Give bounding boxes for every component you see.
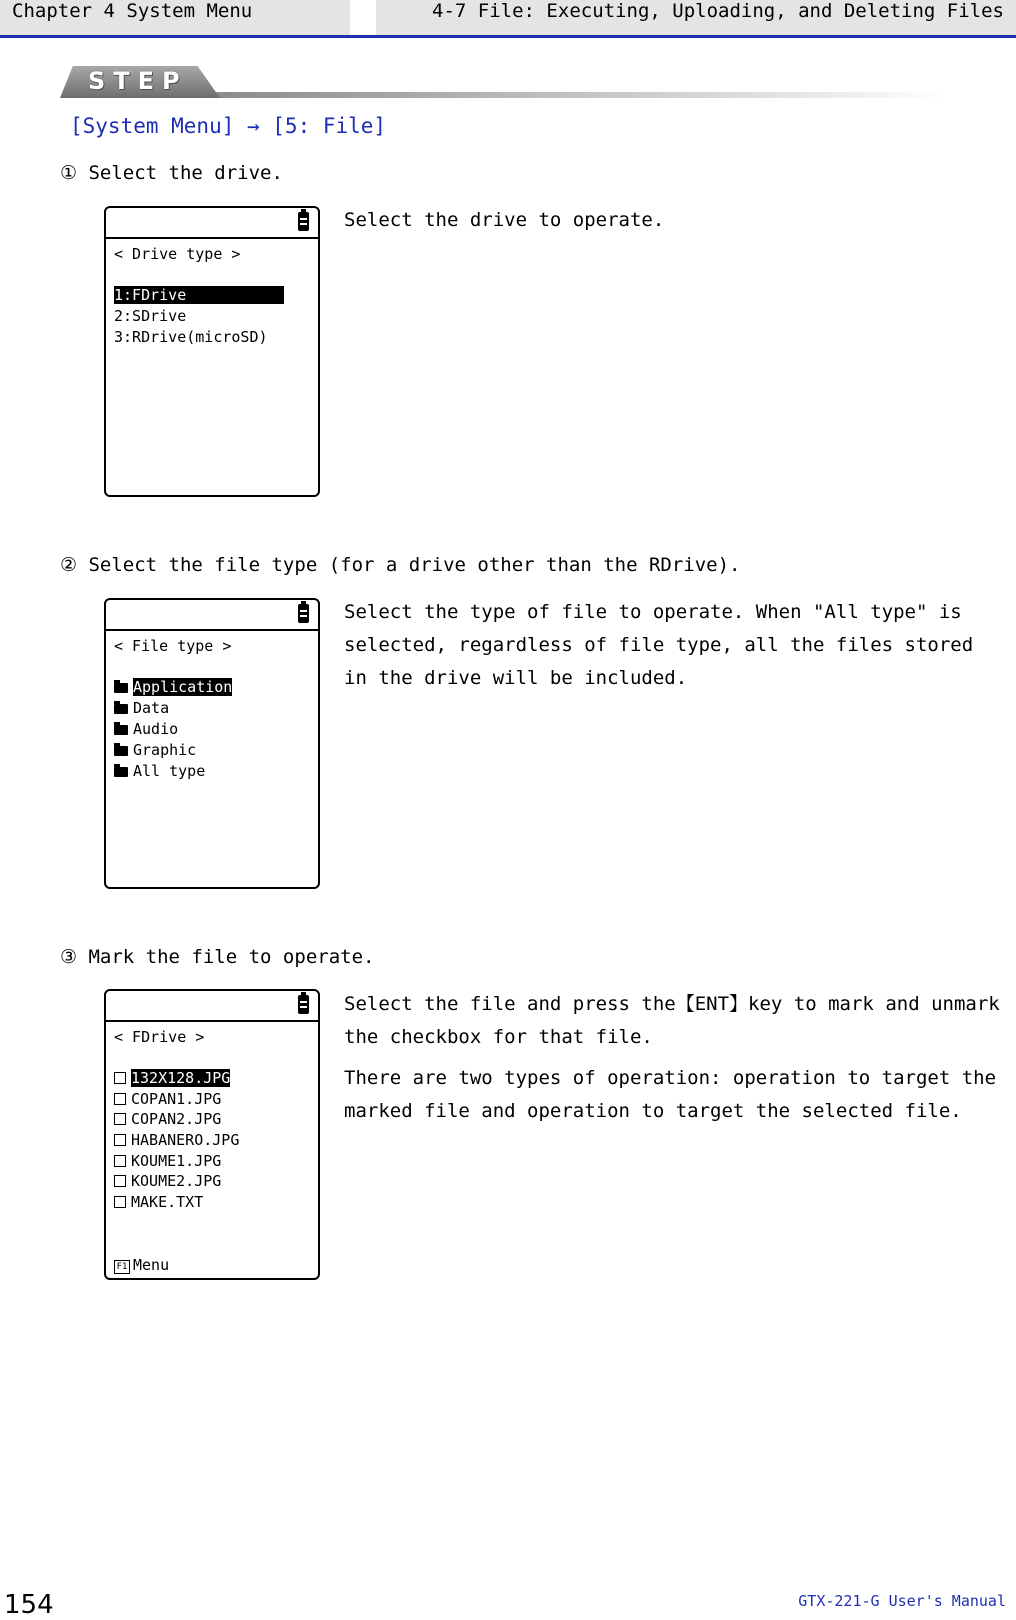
file-list-screen — [104, 989, 320, 1280]
screen-status-bar — [106, 991, 318, 1022]
step-banner-bar — [210, 92, 945, 98]
screen-title: < FDrive > — [114, 1028, 205, 1046]
step-3-description — [344, 988, 1004, 1128]
file-item[interactable]: COPAN1.JPG — [114, 1090, 221, 1108]
folder-icon — [114, 704, 128, 714]
checkbox-icon[interactable] — [114, 1093, 126, 1105]
f1-key-icon: F1 — [114, 1260, 130, 1274]
description-paragraph: There are two types of operation: operation to target the marked file and operation to target the selected file. — [344, 1067, 997, 1122]
step-2-description — [344, 596, 1004, 695]
file-item[interactable]: KOUME1.JPG — [114, 1152, 221, 1170]
folder-icon — [114, 746, 128, 756]
checkbox-icon[interactable] — [114, 1155, 126, 1167]
folder-icon — [114, 767, 128, 777]
menu-item-graphic[interactable]: Graphic — [114, 741, 196, 759]
screen-status-bar — [106, 600, 318, 631]
file-item[interactable]: KOUME2.JPG — [114, 1172, 221, 1190]
battery-icon — [298, 604, 309, 623]
description-paragraph: Select the file and press the【ENT】key to mark and unmark the checkbox for that file. — [344, 993, 1000, 1048]
header-divider — [0, 35, 1016, 38]
checkbox-icon[interactable] — [114, 1175, 126, 1187]
step-label: STEP — [88, 67, 188, 95]
folder-icon — [114, 725, 128, 735]
checkbox-icon[interactable] — [114, 1134, 126, 1146]
file-item[interactable]: COPAN2.JPG — [114, 1110, 221, 1128]
menu-item-rdrive[interactable]: 3:RDrive(microSD) — [114, 328, 268, 346]
folder-icon — [114, 683, 128, 693]
screen-status-bar — [106, 208, 318, 239]
description-paragraph: Select the type of file to operate. When "All type" is selected, regardless of file type, all the files stored in the drive will be included. — [344, 601, 974, 689]
page-number: 154 — [4, 1590, 54, 1620]
menu-item-fdrive[interactable]: 1:FDrive — [114, 286, 284, 304]
checkbox-icon[interactable] — [114, 1196, 126, 1208]
step-2-heading: ② Select the file type (for a drive other than the RDrive). — [60, 554, 741, 576]
step-1-heading: ① Select the drive. — [60, 162, 283, 184]
menu-item-application[interactable]: Application — [114, 678, 232, 696]
menu-item-sdrive[interactable]: 2:SDrive — [114, 307, 187, 325]
menu-item-all-type[interactable]: All type — [114, 762, 205, 780]
battery-icon — [298, 995, 309, 1014]
checkbox-icon[interactable] — [114, 1113, 126, 1125]
step-1-description — [344, 204, 1004, 237]
menu-item-data[interactable]: Data — [114, 699, 169, 717]
f1-menu-softkey[interactable]: F1 Menu — [114, 1256, 169, 1274]
screen-title: < Drive type > — [114, 245, 241, 263]
drive-type-screen — [104, 206, 320, 497]
breadcrumb: [System Menu] → [5: File] — [70, 114, 387, 138]
battery-icon — [298, 212, 309, 231]
section-title: 4-7 File: Executing, Uploading, and Deleting Files — [376, 0, 1016, 36]
menu-item-audio[interactable]: Audio — [114, 720, 178, 738]
checkbox-icon[interactable] — [114, 1072, 126, 1084]
chapter-title: Chapter 4 System Menu — [0, 0, 350, 36]
manual-title: GTX-221-G User's Manual — [798, 1592, 1006, 1610]
file-item[interactable]: HABANERO.JPG — [114, 1131, 239, 1149]
screen-title: < File type > — [114, 637, 232, 655]
step-3-heading: ③ Mark the file to operate. — [60, 946, 375, 968]
description-paragraph: Select the drive to operate. — [344, 209, 665, 231]
file-type-screen — [104, 598, 320, 889]
file-item[interactable]: 132X128.JPG — [114, 1069, 230, 1087]
file-item[interactable]: MAKE.TXT — [114, 1193, 203, 1211]
